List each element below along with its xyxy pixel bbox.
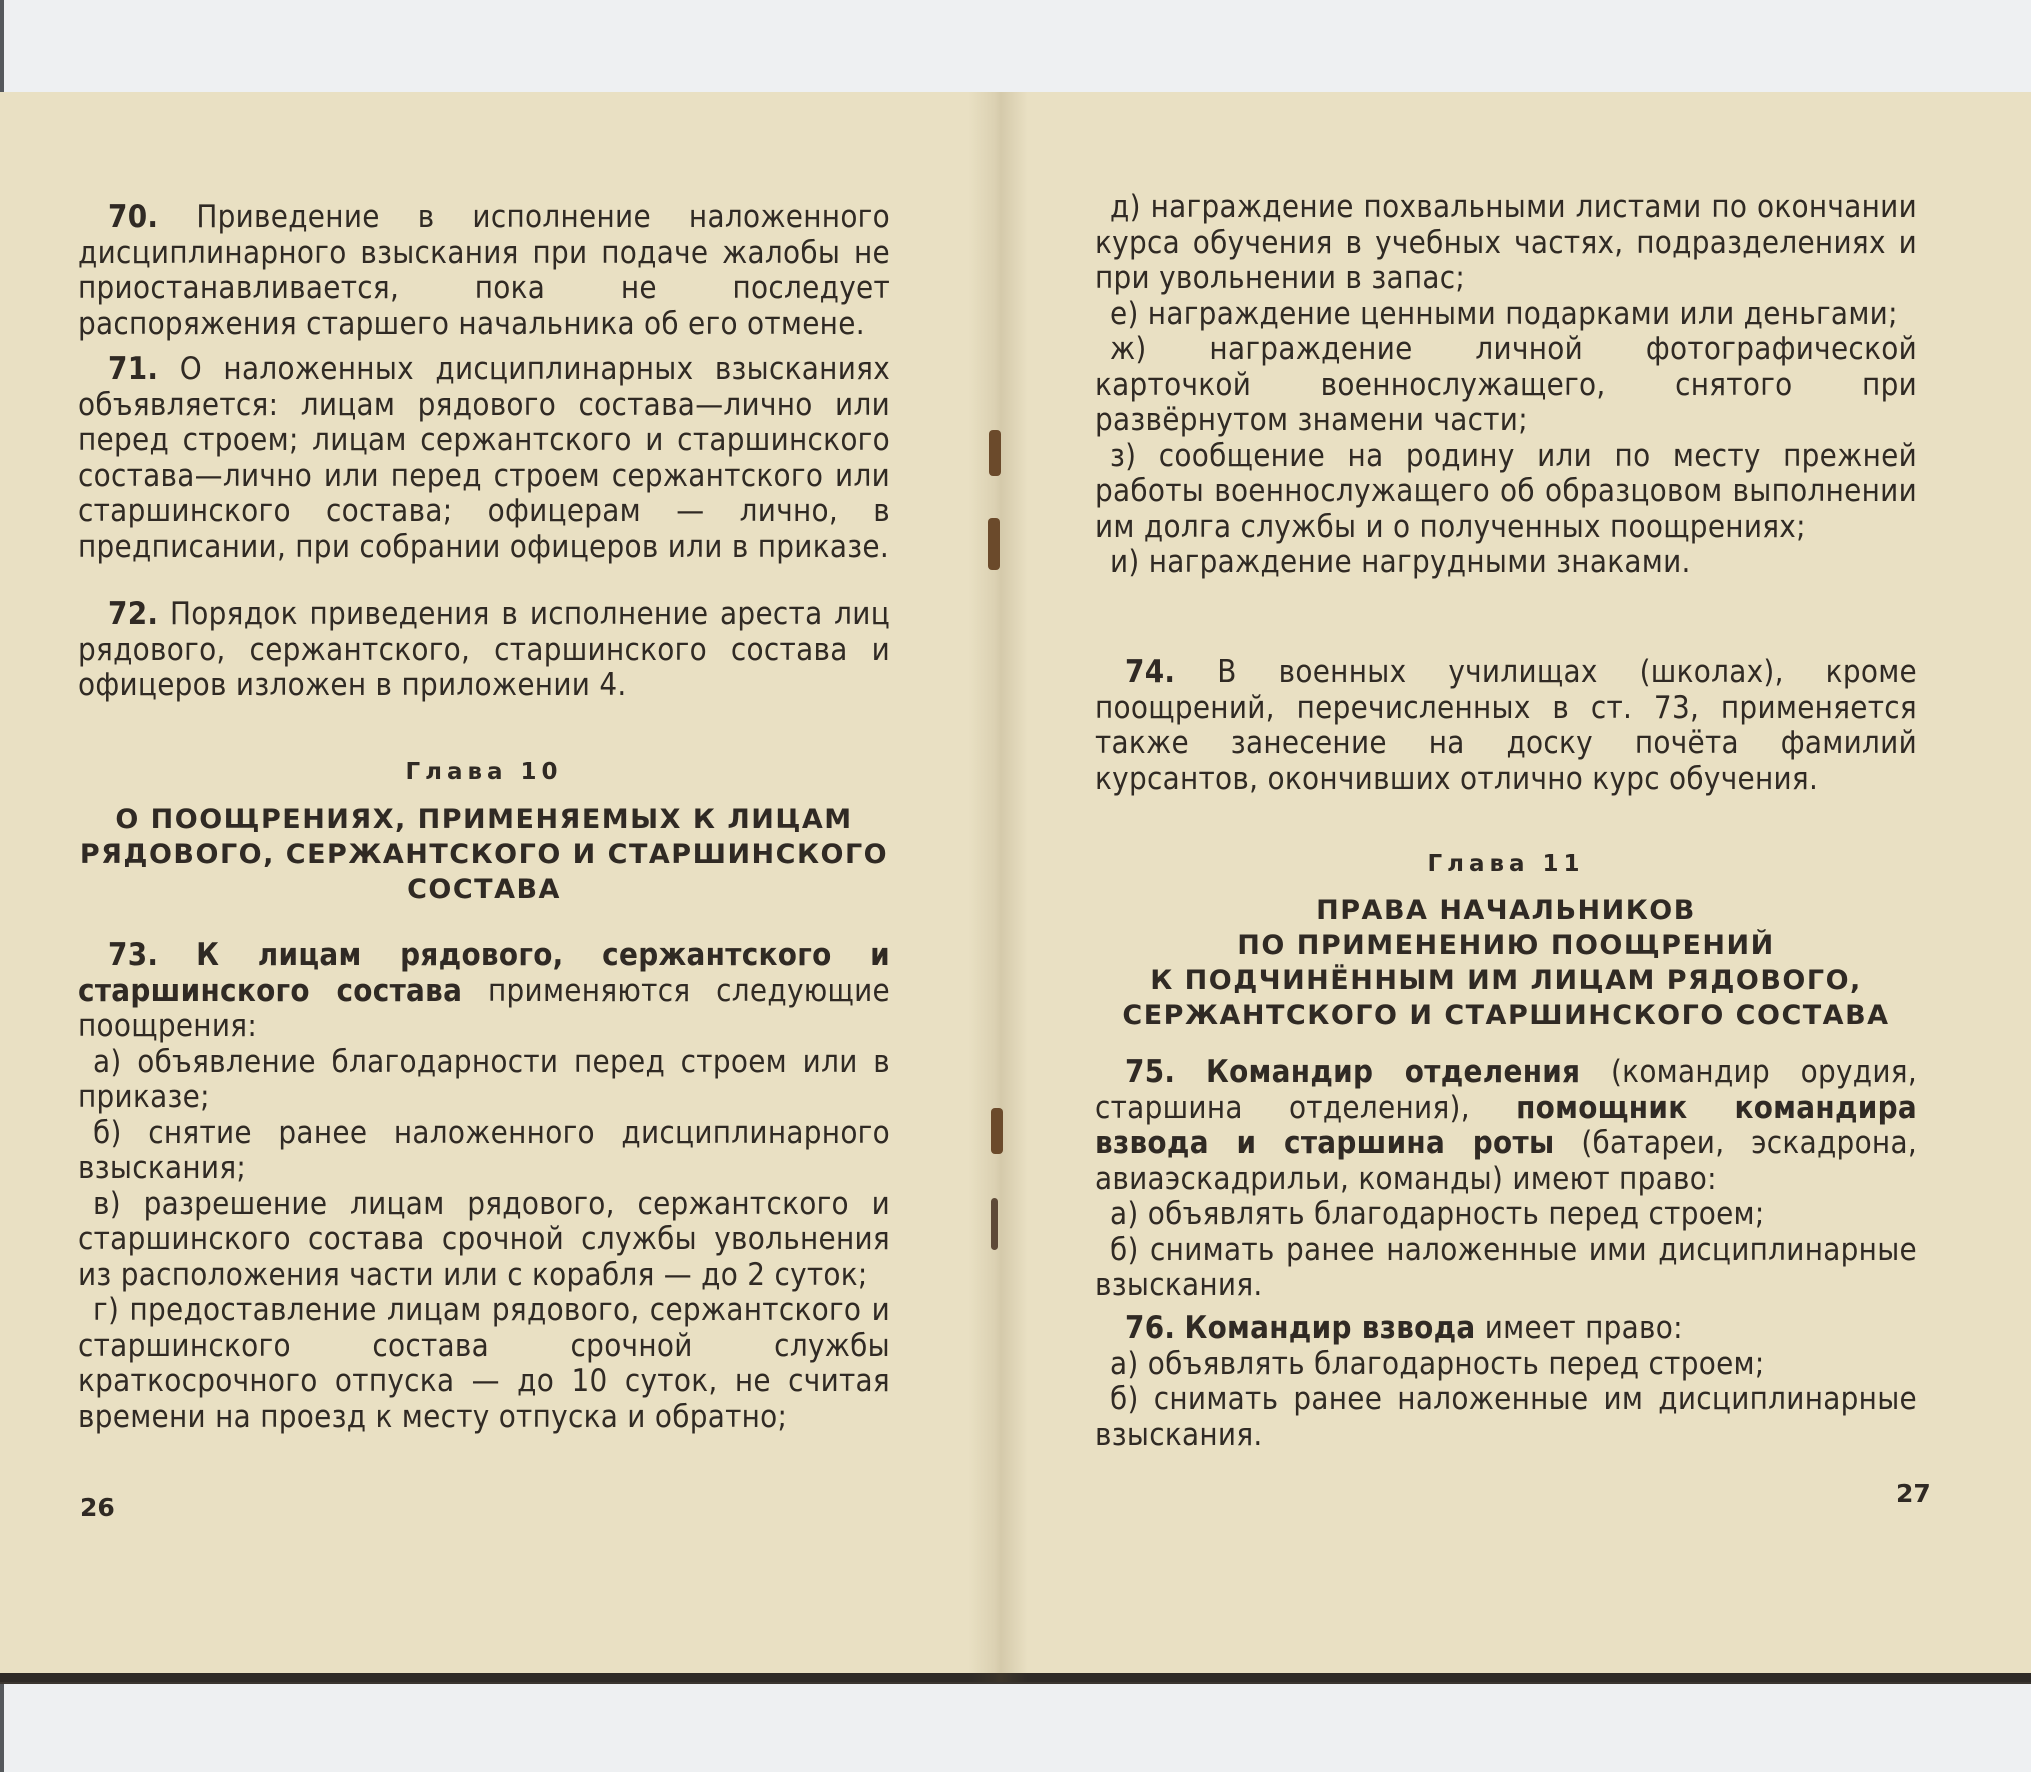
chapter-title-line: СЕРЖАНТСКОГО И СТАРШИНСКОГО СОСТАВА <box>1122 1000 1890 1031</box>
paragraph-text: имеет право: <box>1484 1310 1683 1346</box>
staple-mark <box>991 1198 998 1250</box>
paragraph-text: В военных училищах (школах), кроме поощрений, перечисленных в ст. 73, применяется также занесение на доску почёта фамилий курсантов, окончивших отлично курс обучения. <box>1095 654 1917 797</box>
paragraph-number: 76. <box>1125 1310 1176 1346</box>
list-item: а) объявлять благодарность перед строем; <box>1110 1345 1765 1382</box>
list-item: ж) награждение личной фотографической карточкой военнослужащего, снятого при развёрнутом знамени части; <box>1095 331 1917 438</box>
list-item: г) предоставление лицам рядового, сержантского и старшинского состава срочной службы краткосрочного отпуска — до 10 суток, не считая времени на проезд к месту отпуска и обратно; <box>78 1292 890 1435</box>
spine-fold <box>968 92 1028 1682</box>
paragraph-text: Порядок приведения в исполнение ареста лиц рядового, сержантского, старшинского состава и офицеров изложен в приложении 4. <box>78 596 890 703</box>
paragraph-70 <box>78 200 890 342</box>
chapter-title-line: СОСТАВА <box>407 874 561 905</box>
list-continuation <box>1095 190 1917 581</box>
chapter-title-line: О ПООЩРЕНИЯХ, ПРИМЕНЯЕМЫХ К ЛИЦАМ <box>115 804 853 835</box>
paragraph-73 <box>78 938 890 1435</box>
paragraph-bold-text: К лицам рядового, сержантского и старшинского состава <box>78 937 891 1009</box>
paragraph-text: Приведение в исполнение наложенного дисциплинарного взыскания при подаче жалобы не приостанавливается, пока не последует распоряжения старшего начальника об его отмене. <box>78 199 890 342</box>
list-item: д) награждение похвальными листами по окончании курса обучения в учебных частях, подразделениях и при увольнении в запас; <box>1095 189 1917 296</box>
paragraph-75 <box>1095 1055 1917 1304</box>
paragraph-number: 70. <box>108 199 159 235</box>
chapter-title <box>1095 893 1917 1033</box>
paragraph-number: 75. <box>1125 1054 1176 1090</box>
list-item: з) сообщение на родину или по месту прежней работы военнослужащего об образцовом выполнении им долга службы и о полученных поощрениях; <box>1095 437 1917 545</box>
list-item: а) объявление благодарности перед строем или в приказе; <box>78 1043 890 1115</box>
paragraph-text: (командир орудия, старшина отделения), <box>1095 1054 1918 1126</box>
chapter-label: Глава 11 <box>1427 851 1585 877</box>
paragraph-bold-text: Командир отделения <box>1205 1054 1581 1090</box>
paragraph-74 <box>1095 655 1917 797</box>
paragraph-number: 72. <box>108 596 159 632</box>
paragraph-bold-text: помощник командира взвода и старшина роты <box>1095 1089 1918 1161</box>
staple-mark <box>991 1108 1003 1154</box>
list-item: а) объявлять благодарность перед строем; <box>1110 1196 1765 1232</box>
paragraph-76 <box>1095 1311 1917 1453</box>
chapter-title-line: ПО ПРИМЕНЕНИЮ ПООЩРЕНИЙ <box>1237 930 1775 961</box>
list-item: б) снимать ранее наложенные им дисциплинарные взыскания. <box>1095 1381 1917 1453</box>
page-number: 26 <box>80 1493 115 1522</box>
paragraph-number: 74. <box>1125 654 1176 690</box>
list-item: и) награждение нагрудными знаками. <box>1110 544 1691 580</box>
page-number: 27 <box>1896 1479 1931 1508</box>
chapter-title <box>78 802 890 907</box>
chapter-title-line: К ПОДЧИНЁННЫМ ИМ ЛИЦАМ РЯДОВОГО, <box>1150 965 1862 996</box>
paragraph-72 <box>78 597 890 704</box>
list-item: е) награждение ценными подарками или деньгами; <box>1110 295 1898 332</box>
paragraph-number: 73. <box>108 937 159 973</box>
list-item: в) разрешение лицам рядового, сержантского и старшинского состава срочной службы увольнения из расположения части или с корабля — до 2 суток; <box>78 1185 890 1293</box>
chapter-title-line: РЯДОВОГО, СЕРЖАНТСКОГО И СТАРШИНСКОГО <box>79 839 889 870</box>
staple-mark <box>988 518 1000 570</box>
paragraph-bold-text: Командир взвода <box>1184 1310 1476 1346</box>
list-item: б) снятие ранее наложенного дисциплинарного взыскания; <box>78 1114 890 1186</box>
paragraph-71 <box>78 352 890 565</box>
paragraph-number: 71. <box>108 351 159 387</box>
staple-mark <box>989 430 1001 476</box>
paragraph-text: (батареи, эскадрона, авиаэскадрильи, команды) имеют право: <box>1095 1125 1918 1197</box>
paragraph-text: О наложенных дисциплинарных взысканиях объявляется: лицам рядового состава—лично или перед строем; лицам сержантского и старшинского состава—лично или перед строем сержантского или старшинского состава; офицерам — лично, в предписании, при собрании офицеров или в приказе. <box>78 351 891 565</box>
paragraph-text: применяются следующие поощрения: <box>78 972 891 1044</box>
chapter-title-line: ПРАВА НАЧАЛЬНИКОВ <box>1316 895 1696 926</box>
list-item: б) снимать ранее наложенные ими дисциплинарные взыскания. <box>1095 1231 1917 1303</box>
chapter-label: Глава 10 <box>405 759 563 785</box>
